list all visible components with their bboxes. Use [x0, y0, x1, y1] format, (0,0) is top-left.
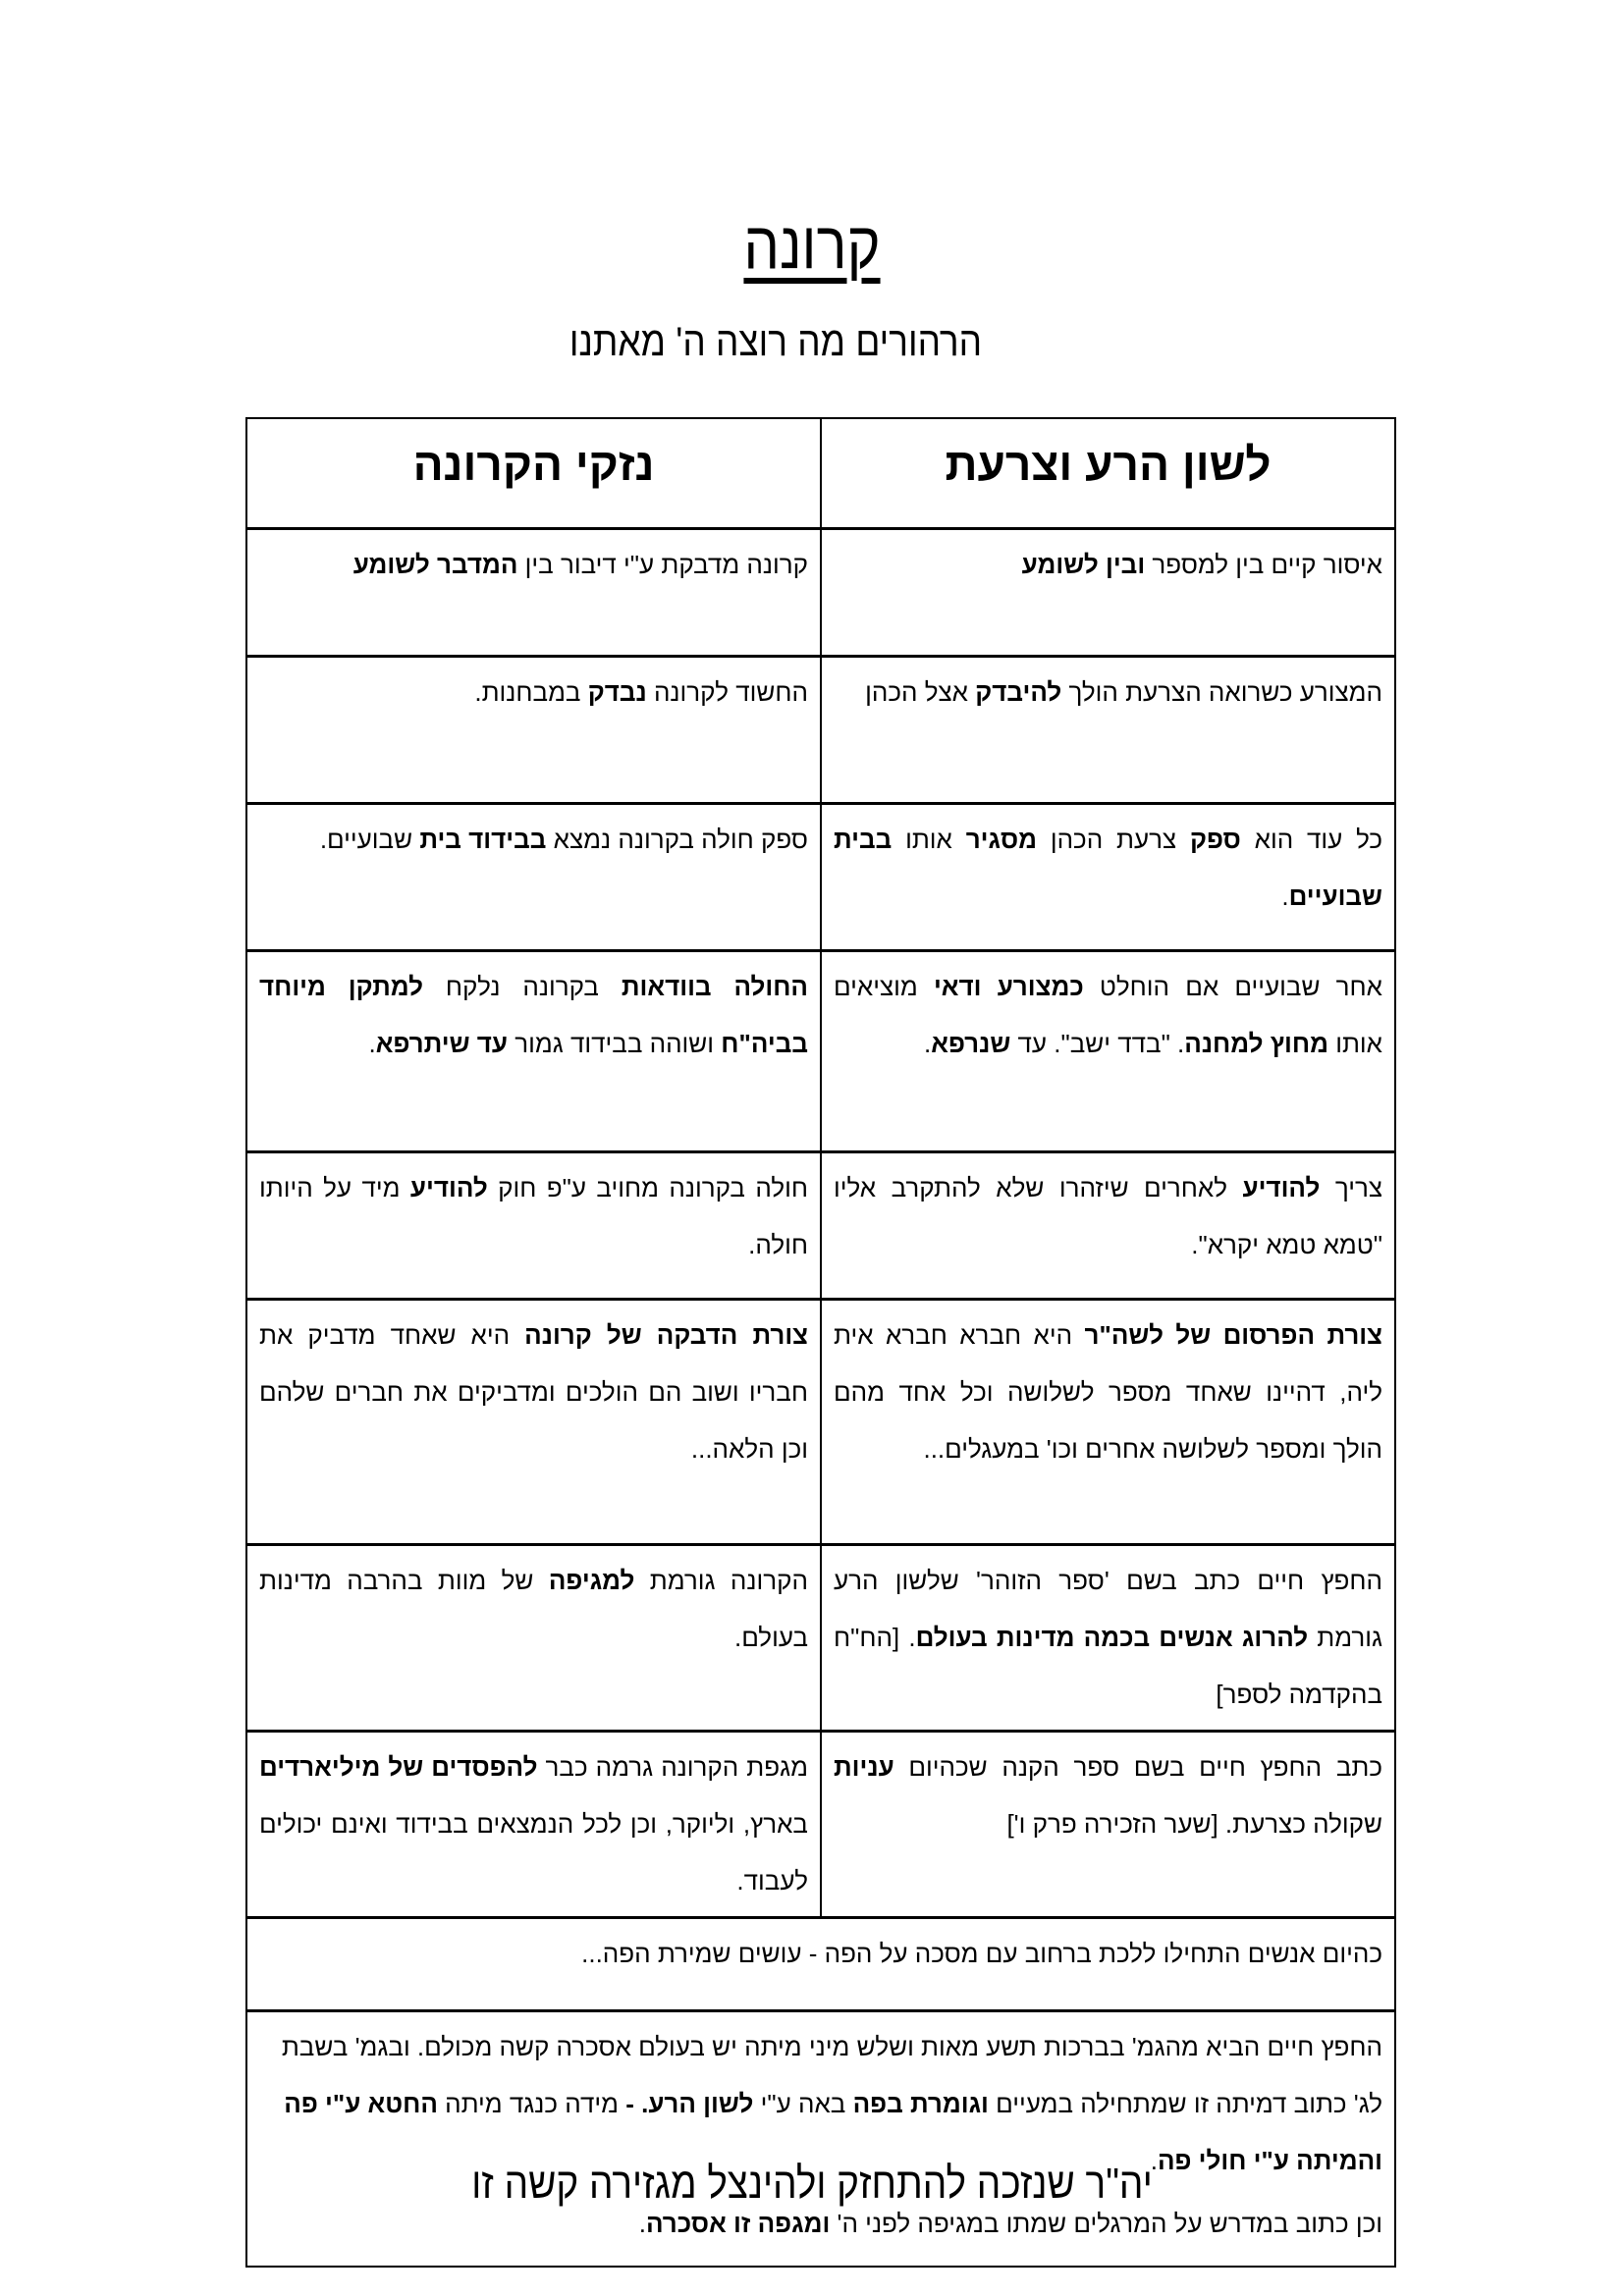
cell-corona: [246, 804, 821, 951]
table-row: [246, 804, 1395, 951]
text-segment: קרונה מדבקת ע"י דיבור בין: [517, 550, 808, 579]
text-segment: של מוות בהרבה מדינות בעולם.: [259, 1566, 808, 1652]
table-body: [246, 529, 1395, 2267]
text-segment: .: [368, 1029, 376, 1058]
text-segment: מידה כנגד מיתה: [437, 2089, 626, 2118]
text-segment: שבועיים.: [319, 825, 420, 854]
header-lashon-hara: לשון הרע וצרעת: [821, 418, 1395, 529]
bold-text: בבית שבועיים: [834, 825, 1382, 911]
bold-text: צורת הדבקה של קרונה: [524, 1320, 808, 1350]
text-segment: חולה בקרונה מחויב ע"פ חוק: [487, 1173, 809, 1202]
bold-text: להודיע: [409, 1173, 488, 1202]
text-segment: מוציאים אותו: [834, 972, 1382, 1058]
table-full-row: [246, 2011, 1395, 2267]
text-segment: ושוהה בבידוד גמור: [508, 1029, 722, 1058]
table-row: [246, 951, 1395, 1152]
bold-text: שנרפא: [931, 1029, 1011, 1058]
text-segment: . [הח"ח בהקדמה לספר]: [834, 1623, 1382, 1709]
header-corona-damages: נזקי הקרונה: [246, 418, 821, 529]
bold-text: בבידוד בית: [419, 825, 547, 854]
text-segment: לאחרים שיזהרו שלא להתקרב אליו "טמא טמא יקרא".: [834, 1173, 1382, 1259]
text-segment: הקרונה גורמת: [634, 1566, 808, 1595]
table-header-row: [246, 418, 1395, 529]
text-segment: אותו: [892, 825, 966, 854]
cell-corona: [246, 1732, 821, 1918]
table-row: [246, 1545, 1395, 1732]
table-row: [246, 529, 1395, 657]
paragraph: [259, 1925, 1382, 1982]
cell-lashon-hara: [821, 1732, 1395, 1918]
text-segment: המצורע כשרואה הצרעת הולך: [1061, 677, 1382, 707]
document-subtitle: הרהורים מה רוצה ה' מאתנו: [568, 318, 983, 364]
text-segment: איסור קיים בין למספר: [1145, 550, 1382, 579]
table-row: [246, 1300, 1395, 1545]
text-segment: . "בדד ישב". עד: [1010, 1029, 1185, 1058]
text-segment: .: [924, 1029, 932, 1058]
bold-text: עניות: [834, 1752, 894, 1782]
text-segment: כל עוד הוא: [1240, 825, 1382, 854]
text-segment: מגפת הקרונה גרמה כבר: [537, 1752, 808, 1782]
cell-lashon-hara: [821, 529, 1395, 657]
bold-text: ומגפה זו אסכרה: [646, 2209, 831, 2238]
cell-lashon-hara: [821, 657, 1395, 804]
text-segment: .: [1281, 881, 1289, 911]
bold-text: למתקן מיוחד בביה"ח: [259, 972, 808, 1058]
cell-lashon-hara: [821, 951, 1395, 1152]
cell-lashon-hara: [821, 1152, 1395, 1300]
bold-text: החטא ע"י פה והמיתה ע"י חולי פה: [284, 2089, 1382, 2175]
text-segment: כהיום אנשים התחילו ללכת ברחוב עם מסכה על הפה - עושים שמירת הפה...: [581, 1939, 1382, 1968]
bold-text: להפסדים של מיליארדים: [259, 1752, 538, 1782]
cell-corona: [246, 1300, 821, 1545]
full-width-cell: [246, 1918, 1395, 2011]
bold-text: עד שיתרפא: [375, 1029, 508, 1058]
cell-corona: [246, 951, 821, 1152]
text-segment: כתב החפץ חיים בשם ספר הקנה שכהיום: [893, 1752, 1382, 1782]
cell-lashon-hara: [821, 1545, 1395, 1732]
text-segment: החפץ חיים הביא מהגמ' בברכות תשע מאות ושלש מיני מיתה יש בעולם אסכרה קשה מכולם. ובגמ' בשבת לג' כתוב דמיתה זו שמתחילה במעיים: [281, 2032, 1382, 2118]
text-segment: החפץ חיים כתב בשם 'ספר הזוהר' שלשון הרע גורמת: [834, 1566, 1382, 1652]
text-segment: בקרונה נלקח: [423, 972, 622, 1001]
text-segment: צרעת הכהן: [1037, 825, 1190, 854]
table-row: [246, 1152, 1395, 1300]
text-segment: החשוד לקרונה: [646, 677, 808, 707]
cell-corona: [246, 1152, 821, 1300]
bold-text: ספק: [1189, 825, 1241, 854]
bold-text: מחוץ למחנה: [1184, 1029, 1328, 1058]
table-row: [246, 1732, 1395, 1918]
cell-corona: [246, 657, 821, 804]
bold-text: החולה בוודאות: [621, 972, 808, 1001]
document-title: קרונה: [743, 208, 881, 283]
table-row: [246, 657, 1395, 804]
bold-text: כמצורע ודאי: [933, 972, 1084, 1001]
bold-text: למגיפה: [548, 1566, 635, 1595]
text-segment: בארץ, וליוקר, וכן לכל הנמצאים בבידוד ואינם יכולים לעבוד.: [259, 1809, 808, 1896]
cell-lashon-hara: [821, 1300, 1395, 1545]
bold-text: ובין לשומע: [1021, 550, 1146, 579]
bold-text: מסגיר: [965, 825, 1038, 854]
text-segment: ספק חולה בקרונה נמצא: [546, 825, 808, 854]
bold-text: נבדק: [587, 677, 647, 707]
text-segment: .: [638, 2209, 647, 2238]
table-full-row: [246, 1918, 1395, 2011]
bold-text: המדבר לשומע: [352, 550, 518, 579]
full-width-cell: [246, 2011, 1395, 2267]
cell-corona: [246, 1545, 821, 1732]
text-segment: מיד על היותו חולה.: [259, 1173, 808, 1259]
text-segment: אחר שבועיים אם הוחלט: [1083, 972, 1382, 1001]
closing-prayer: יה"ר שנזכה להתחזק ולהינצל מגזירה קשה זו: [471, 2160, 1153, 2208]
text-segment: צריך: [1320, 1173, 1382, 1202]
comparison-table: [245, 417, 1396, 2268]
text-segment: היא שאחד מדביק את חבריו ושוב הם הולכים ומדביקים את חברים שלהם וכן הלאה...: [259, 1320, 808, 1464]
bold-text: לשון הרע. -: [625, 2089, 754, 2118]
text-segment: היא חברא חברא אית ליה, דהיינו שאחד מספר לשלושה וכל אחד מהם הולך ומספר לשלושה אחרים וכו' במעגלים...: [834, 1320, 1382, 1464]
text-segment: באה ע"י: [753, 2089, 853, 2118]
bold-text: וגומרת בפה: [852, 2089, 989, 2118]
bold-text: צורת הפרסום של לשה"ר: [1084, 1320, 1382, 1350]
bold-text: להיבדק: [975, 677, 1062, 707]
cell-lashon-hara: [821, 804, 1395, 951]
bold-text: להרוג אנשים בכמה מדינות בעולם: [915, 1623, 1309, 1652]
cell-corona: [246, 529, 821, 657]
text-segment: במבחנות.: [474, 677, 588, 707]
text-segment: וכן כתוב במדרש על המרגלים שמתו במגיפה לפני ה': [830, 2209, 1382, 2238]
text-segment: שקולה כצרעת. [שער הזכירה פרק ו']: [1006, 1809, 1382, 1839]
bold-text: להודיע: [1242, 1173, 1321, 1202]
text-segment: .: [1150, 2146, 1158, 2175]
text-segment: אצל הכהן: [865, 677, 976, 707]
